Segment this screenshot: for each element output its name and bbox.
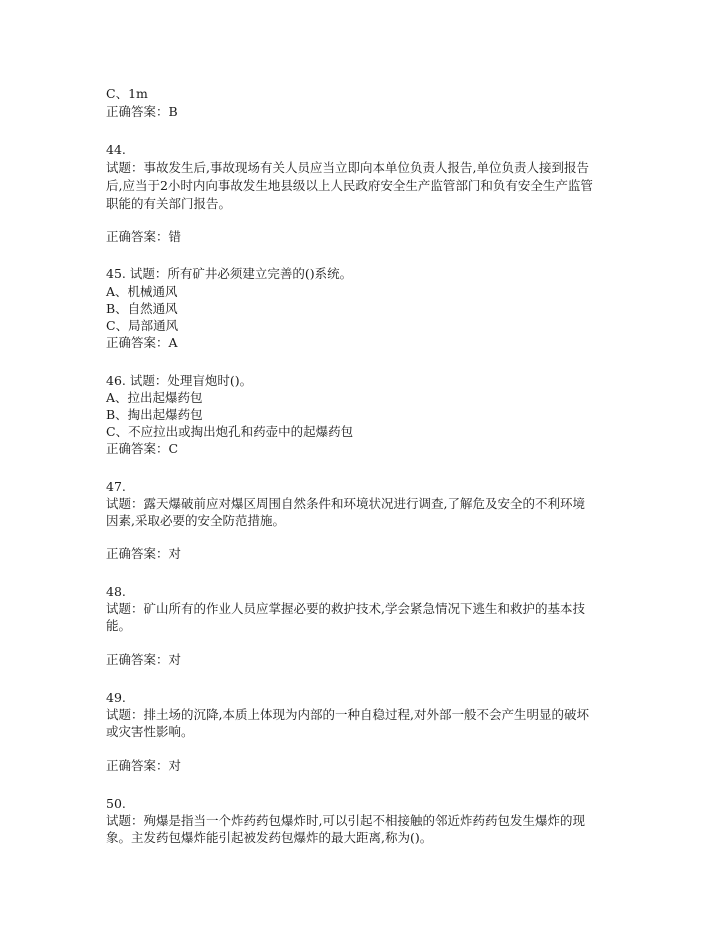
q49-number: 49.: [106, 690, 126, 705]
q46-answer: 正确答案：C: [106, 441, 179, 456]
q50-question-line: 象。主发药包爆炸能引起被发药包爆炸的最大距离,称为()。: [106, 830, 433, 845]
q44-question-line: 试题：事故发生后,事故现场有关人员应当立即向本单位负责人报告,单位负责人接到报告: [106, 160, 589, 175]
q45-answer: 正确答案：A: [106, 335, 178, 350]
q43-option-c: C、1m: [106, 86, 148, 101]
q47-answer: 正确答案：对: [106, 546, 182, 561]
q46-option-b: B、掏出起爆药包: [106, 407, 203, 422]
q49-question-line: 或灾害性影响。: [106, 724, 194, 739]
q47-number: 47.: [106, 479, 126, 494]
q46-option-c: C、不应拉出或掏出炮孔和药壶中的起爆药包: [106, 424, 354, 439]
q45-option-b: B、自然通风: [106, 301, 178, 316]
q50-number: 50.: [106, 796, 126, 811]
q46-question: 46. 试题：处理盲炮时()。: [106, 373, 253, 388]
q47-question-line: 因素,采取必要的安全防范措施。: [106, 513, 285, 528]
q43-answer: 正确答案：B: [106, 104, 178, 119]
q50-question-line: 试题：殉爆是指当一个炸药药包爆炸时,可以引起不相接触的邻近炸药药包发生爆炸的现: [106, 813, 585, 828]
q49-answer: 正确答案：对: [106, 758, 182, 773]
q49-question-line: 试题：排土场的沉降,本质上体现为内部的一种自稳过程,对外部一般不会产生明显的破坏: [106, 707, 589, 722]
q44-answer: 正确答案：错: [106, 229, 182, 244]
q44-question-line: 职能的有关部门报告。: [106, 196, 232, 211]
q45-option-c: C、局部通风: [106, 318, 179, 333]
q47-question-line: 试题：露天爆破前应对爆区周围自然条件和环境状况进行调查,了解危及安全的不利环境: [106, 496, 585, 511]
q48-question-line: 试题：矿山所有的作业人员应掌握必要的救护技术,学会紧急情况下逃生和救护的基本技: [106, 601, 585, 616]
q46-option-a: A、拉出起爆药包: [106, 390, 203, 405]
q48-number: 48.: [106, 584, 126, 599]
q45-option-a: A、机械通风: [106, 284, 178, 299]
q48-answer: 正确答案：对: [106, 652, 182, 667]
q44-number: 44.: [106, 142, 126, 157]
q48-question-line: 能。: [106, 618, 132, 633]
q45-question: 45. 试题：所有矿井必须建立完善的()系统。: [106, 266, 353, 281]
q44-question-line: 后,应当于2小时内向事故发生地县级以上人民政府安全生产监管部门和负有安全生产监管: [106, 178, 593, 193]
